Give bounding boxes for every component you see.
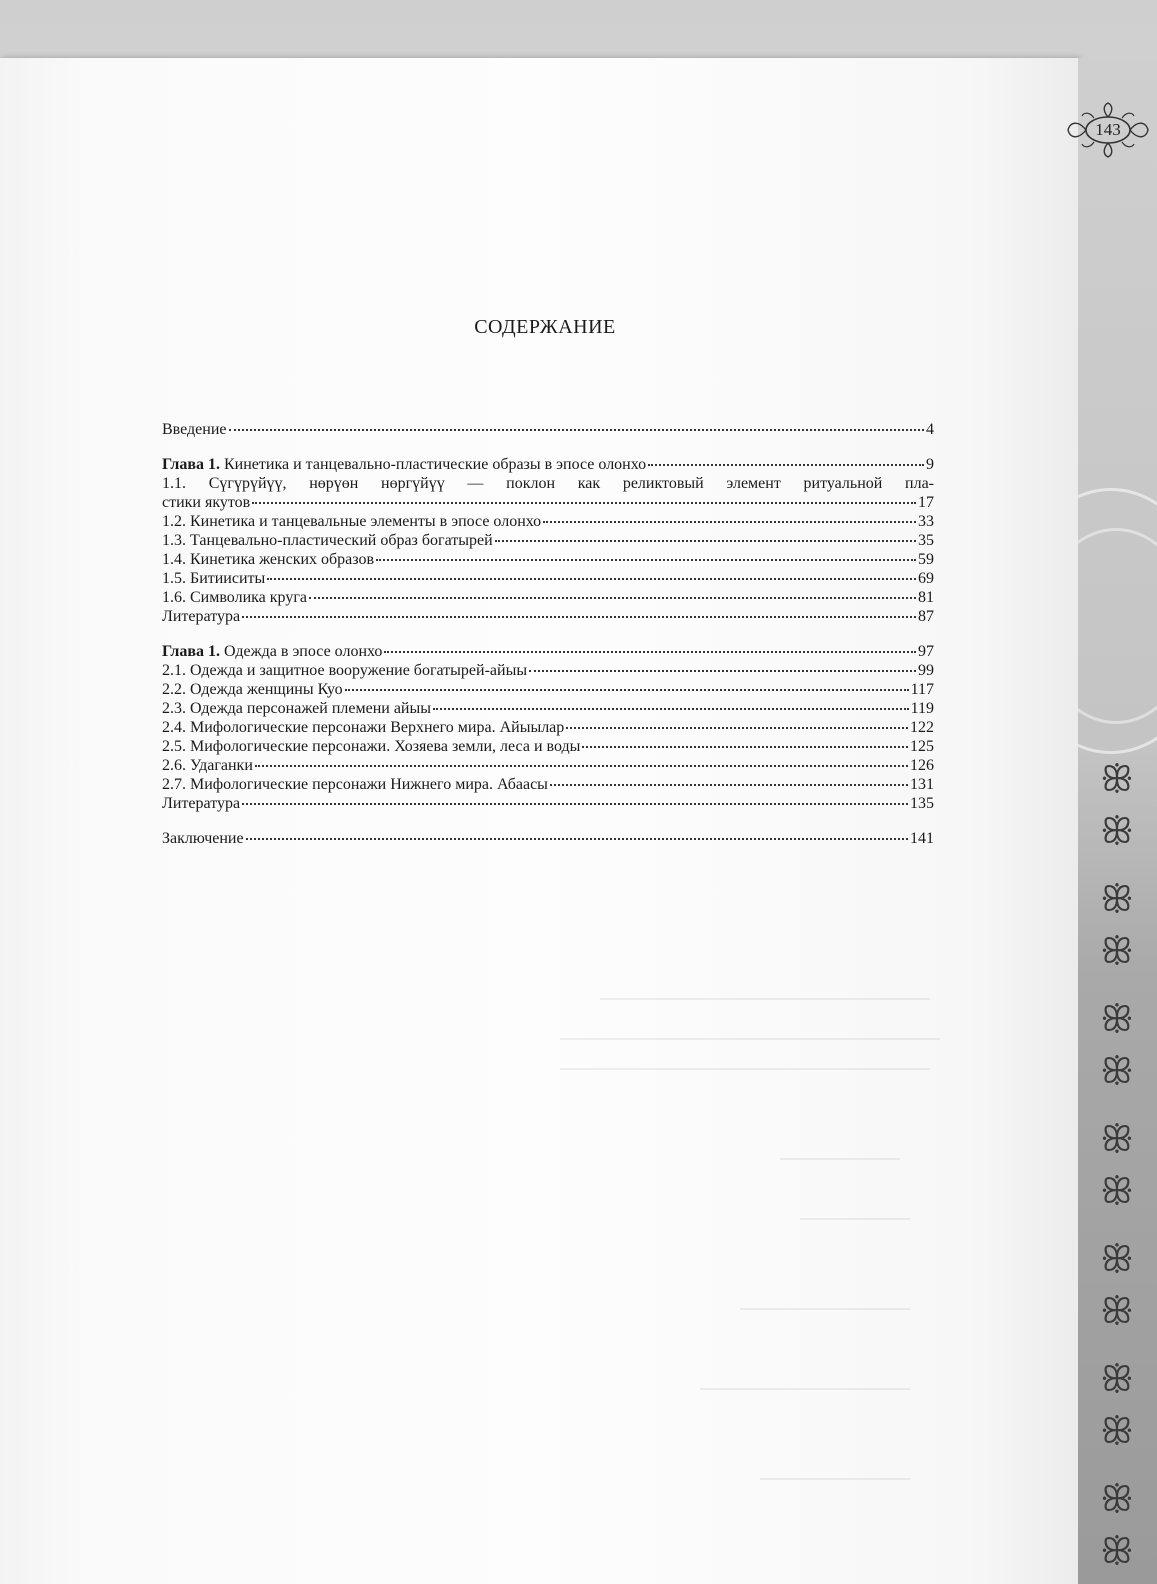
toc-entry-section[interactable] xyxy=(162,737,934,756)
dot-leader xyxy=(229,428,925,431)
toc-entry-page: 119 xyxy=(910,700,934,717)
toc-entry-literature[interactable] xyxy=(162,794,934,813)
toc-entry-label: 2.1. Одежда и защитное вооружение богатырей-айыы xyxy=(162,662,528,679)
knot-ornament-icon: ꕥ xyxy=(1100,1479,1134,1520)
dot-leader xyxy=(648,463,924,466)
knot-ornament-icon: ꕥ xyxy=(1100,931,1134,972)
bleed-through-mark xyxy=(740,1308,910,1310)
toc-entry-label: 1.1. Сүгүрүйүү, нөрүөн нөргүйүү — поклон как реликтовый элемент ритуальной пла- xyxy=(162,475,934,492)
toc-entry-label: 2.6. Удаганки xyxy=(162,757,253,774)
knot-ornament-icon: ꕥ xyxy=(1100,999,1134,1040)
toc-entry-page: 35 xyxy=(918,532,934,549)
dot-leader xyxy=(529,669,916,672)
chapter-number: Глава 1. xyxy=(162,643,220,660)
toc-entry-label: Введение xyxy=(162,421,227,438)
toc-entry-label: Заключение xyxy=(162,830,244,847)
page-title: СОДЕРЖАНИЕ xyxy=(474,316,616,338)
toc-entry-page: 97 xyxy=(918,643,934,660)
toc-entry-section[interactable] xyxy=(162,756,934,775)
dot-leader xyxy=(252,501,916,504)
toc-entry-label: 1.3. Танцевально-пластический образ богатырей xyxy=(162,532,493,549)
toc-entry-page: 87 xyxy=(918,608,934,625)
bleed-through-mark xyxy=(560,1068,930,1070)
knot-ornament-icon: ꕥ xyxy=(1100,1531,1134,1572)
knot-ornament-icon: ꕥ xyxy=(1100,1239,1134,1280)
swirl-ornament xyxy=(1078,528,1157,724)
bleed-through-mark xyxy=(700,1388,910,1390)
knot-ornament-icon: ꕥ xyxy=(1100,1411,1134,1452)
knot-ornament-icon: ꕥ xyxy=(1100,1119,1134,1160)
toc-entry-section[interactable] xyxy=(162,588,934,607)
dot-leader xyxy=(242,615,916,618)
toc-entry-literature[interactable] xyxy=(162,607,934,626)
toc-entry-label xyxy=(162,642,382,661)
toc-entry-section[interactable] xyxy=(162,474,934,512)
dot-leader xyxy=(246,837,908,840)
bleed-through-mark xyxy=(760,1478,910,1480)
toc-entry-page: 9 xyxy=(926,456,934,473)
toc-entry-section[interactable] xyxy=(162,680,934,699)
chapter-number: Глава 1. xyxy=(162,456,220,473)
dot-leader xyxy=(543,520,916,523)
toc-entry-page: 17 xyxy=(918,494,934,511)
toc-entry-label: 2.2. Одежда женщины Куо xyxy=(162,681,343,698)
toc-entry-section[interactable] xyxy=(162,531,934,550)
toc-entry-label xyxy=(162,455,646,474)
toc-entry-page: 122 xyxy=(910,719,934,736)
toc-entry-label: 2.4. Мифологические персонажи Верхнего мира. Айыылар xyxy=(162,719,565,736)
toc-entry-label: 1.6. Символика круга xyxy=(162,589,307,606)
toc-entry-page: 117 xyxy=(910,681,934,698)
toc-entry-page: 99 xyxy=(918,662,934,679)
toc-entry-label: Литература xyxy=(162,795,241,812)
chapter-title: Одежда в эпосе олонхо xyxy=(224,643,383,660)
knot-ornament-icon: ꕥ xyxy=(1100,1171,1134,1212)
bleed-through-mark xyxy=(780,1158,900,1160)
toc-entry-page: 141 xyxy=(910,830,934,847)
toc-entry-chapter[interactable] xyxy=(162,642,934,661)
dot-leader xyxy=(309,596,916,599)
toc-entry-section[interactable] xyxy=(162,569,934,588)
dot-leader xyxy=(345,688,909,691)
toc-entry-section[interactable] xyxy=(162,699,934,718)
toc-entry-section[interactable] xyxy=(162,775,934,794)
toc-entry-label: стики якутов xyxy=(162,494,251,511)
toc-entry-page: 81 xyxy=(918,589,934,606)
knot-ornament-icon: ꕥ xyxy=(1100,759,1134,800)
bleed-through-mark xyxy=(560,1038,940,1040)
chapter-title: Кинетика и танцевально-пластические образы в эпосе олонхо xyxy=(224,456,647,473)
toc-entry-section[interactable] xyxy=(162,661,934,680)
toc-entry-label: 1.2. Кинетика и танцевальные элементы в эпосе олонхо xyxy=(162,513,542,530)
page-number: 143 xyxy=(1095,120,1121,139)
dot-leader xyxy=(566,726,908,729)
decorative-margin-strip xyxy=(1078,58,1157,1584)
dot-leader xyxy=(376,558,916,561)
toc-entry-page: 69 xyxy=(918,570,934,587)
toc-entry-label: Литература xyxy=(162,608,241,625)
dot-leader xyxy=(267,577,916,580)
knot-ornament-icon: ꕥ xyxy=(1100,1359,1134,1400)
toc-entry-page: 33 xyxy=(918,513,934,530)
toc-entry-section[interactable] xyxy=(162,550,934,569)
bleed-through-mark xyxy=(600,998,930,1000)
dot-leader xyxy=(433,707,909,710)
toc-entry-section[interactable] xyxy=(162,718,934,737)
toc-entry-label: 2.5. Мифологические персонажи. Хозяева земли, леса и воды xyxy=(162,738,581,755)
toc-entry-page: 125 xyxy=(910,738,934,755)
toc-entry-page: 4 xyxy=(926,421,934,438)
knot-ornament-icon: ꕥ xyxy=(1100,811,1134,852)
toc-entry-chapter[interactable] xyxy=(162,455,934,474)
toc-entry-section[interactable] xyxy=(162,512,934,531)
page-number-badge xyxy=(1064,102,1152,158)
dot-leader xyxy=(495,539,916,542)
dot-leader xyxy=(255,764,908,767)
toc-entry-page: 135 xyxy=(910,795,934,812)
toc-entry-conclusion[interactable] xyxy=(162,829,934,848)
knot-ornament-icon: ꕥ xyxy=(1100,879,1134,920)
toc-entry-page: 126 xyxy=(910,757,934,774)
dot-leader xyxy=(384,650,916,653)
dot-leader xyxy=(582,745,908,748)
knot-ornament-icon: ꕥ xyxy=(1100,1051,1134,1092)
toc-entry-label: 2.7. Мифологические персонажи Нижнего мира. Абаасы xyxy=(162,776,548,793)
table-of-contents xyxy=(162,420,934,848)
dot-leader xyxy=(550,783,908,786)
toc-entry-page: 59 xyxy=(918,551,934,568)
knot-ornament-icon: ꕥ xyxy=(1100,1291,1134,1332)
toc-entry-label: 1.4. Кинетика женских образов xyxy=(162,551,375,568)
toc-entry-page: 131 xyxy=(910,776,934,793)
dot-leader xyxy=(242,802,908,805)
bleed-through-mark xyxy=(800,1218,910,1220)
toc-entry-label: 1.5. Битииситы xyxy=(162,570,266,587)
toc-entry-introduction[interactable] xyxy=(162,420,934,439)
toc-entry-label: 2.3. Одежда персонажей племени айыы xyxy=(162,700,431,717)
